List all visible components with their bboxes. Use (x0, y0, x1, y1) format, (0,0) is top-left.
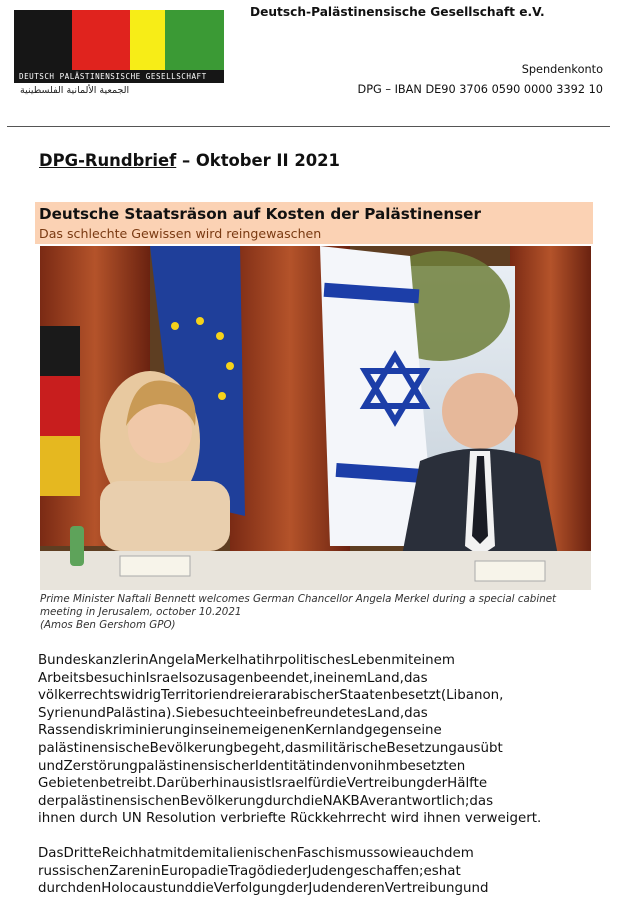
text-line (38, 687, 591, 705)
word: der (285, 863, 308, 879)
word: Tragödie (228, 863, 286, 879)
word: und (80, 705, 106, 721)
caption-line: Prime Minister Naftali Bennett welcomes German Chancellor Angela Merkel during a special cabinet (40, 593, 557, 605)
text-line (38, 758, 591, 776)
word: Kernland (305, 723, 365, 739)
organization-name: Deutsch-Palästinensische Gesellschaft e.V. (250, 5, 545, 19)
word: und (463, 881, 489, 897)
iban-line: DPG – IBAN DE90 3706 0590 0000 3392 10 (357, 83, 603, 96)
word: Vertreibung (346, 776, 425, 792)
word: betreibt. (99, 776, 157, 792)
article-headline: Deutsche Staatsräson auf Kosten der Palästinenser (39, 205, 481, 223)
word: das (469, 793, 494, 809)
flag-stripe-red (72, 10, 130, 70)
word: besetzt (391, 688, 441, 704)
text-line: ihnen durch UN Resolution verbriefte Rückkehrrecht wird ihnen verweigert. (38, 811, 542, 827)
word: auch (411, 845, 445, 861)
article-body (38, 652, 591, 910)
word: Verfolgung (213, 881, 287, 897)
word: deren (346, 881, 385, 897)
word: Sie (175, 705, 197, 721)
word: Darüber (156, 776, 211, 792)
text-line (38, 740, 591, 758)
word: gegen (364, 723, 407, 739)
word: politisches (279, 653, 351, 668)
word: und (167, 881, 194, 897)
word: in (311, 758, 324, 774)
word: den (323, 758, 350, 774)
word: die (207, 863, 229, 879)
word: und (38, 758, 64, 774)
word: dem (444, 845, 474, 861)
word: Bundeskanzlerin (38, 653, 149, 668)
word: hat (138, 845, 161, 861)
issue-title (39, 151, 340, 170)
word: in (148, 863, 161, 879)
text-line (38, 705, 591, 723)
word: Angela (148, 653, 196, 668)
word: der (424, 776, 448, 792)
word: Besetzung (386, 740, 457, 756)
word: Juden (308, 881, 347, 897)
word: die (302, 793, 323, 809)
word: Vertreibung (384, 881, 464, 897)
header-divider (7, 126, 610, 127)
word: die (326, 776, 347, 792)
word: Staaten (339, 688, 392, 704)
paragraph (38, 845, 591, 898)
word: den (76, 881, 102, 897)
german-flag-red (40, 376, 80, 436)
word: besetzten (399, 758, 466, 774)
word: ist (255, 776, 272, 792)
word: Israel (271, 776, 308, 792)
word: Zaren (109, 863, 149, 879)
word: russischen (38, 863, 110, 879)
word: militärische (308, 740, 387, 756)
donation-account-label: Spendenkonto (521, 63, 603, 76)
word: (Libanon, (440, 688, 504, 704)
word: in (190, 723, 203, 739)
text-line (38, 845, 591, 863)
word: Faschismus (296, 845, 374, 861)
text-line (38, 652, 591, 670)
word: besuchte (196, 705, 258, 721)
word: Merkel (195, 653, 240, 668)
word: Reich (101, 845, 139, 861)
word: palästinensischer (137, 758, 255, 774)
word: Zerstörung (63, 758, 138, 774)
word: Leben (350, 653, 392, 668)
text-line (38, 722, 591, 740)
german-flag-black (40, 326, 80, 376)
word: mit (160, 845, 183, 861)
word: zu (197, 670, 213, 686)
word: in (133, 670, 146, 686)
logo-band-text: DEUTSCH PALÄSTINENSISCHE GESELLSCHAFT (14, 70, 224, 83)
word: dreier (229, 688, 269, 704)
word: arabischer (268, 688, 340, 704)
word: Syrien (38, 705, 81, 721)
word: mit (391, 653, 414, 668)
logo-arabic-text: الجمعية الألمانية الفلسطينية (20, 85, 130, 96)
word: Identität (254, 758, 312, 774)
word: das (404, 705, 428, 721)
word: das (284, 740, 309, 756)
word: durch (38, 881, 77, 897)
name-card-right (475, 561, 545, 581)
photo-illustration (40, 246, 591, 590)
word: Palästina). (105, 705, 176, 721)
caption-line: meeting in Jerusalem, october 10.2021 (40, 606, 242, 618)
caption-line: (Amos Ben Gershom GPO) (40, 619, 176, 631)
word: der (286, 881, 309, 897)
water-bottle (70, 526, 84, 566)
word: Holocaust (101, 881, 168, 897)
word: die (193, 881, 214, 897)
text-line (38, 793, 591, 811)
word: einem (325, 670, 368, 686)
word: das (403, 670, 428, 686)
flag-stripe-yellow (130, 10, 165, 70)
newsletter-link[interactable]: DPG-Rundbrief (39, 151, 177, 170)
flag-stripe-green (165, 10, 224, 70)
issue-date: – Oktober II 2021 (176, 151, 340, 170)
word: der (38, 793, 61, 809)
word: Juden (307, 863, 346, 879)
word: ihr (261, 653, 280, 668)
word: seine (406, 723, 442, 739)
text-line (38, 863, 591, 881)
word: hinaus (210, 776, 256, 792)
word: beendet, (253, 670, 314, 686)
logo-flag (14, 10, 224, 70)
word: es (423, 863, 439, 879)
word: für (307, 776, 327, 792)
word: so (182, 670, 198, 686)
word: Rassendiskriminierung (38, 723, 191, 739)
word: befreundetes (278, 705, 368, 721)
word: Territorien (161, 688, 230, 704)
photo-caption (40, 593, 600, 632)
person-left-jacket (100, 481, 230, 551)
word: Europa (160, 863, 208, 879)
word: Land, (367, 670, 404, 686)
name-card-left (120, 556, 190, 576)
word: Israel (145, 670, 183, 686)
word: ihm (373, 758, 400, 774)
word: Bevölkerung (180, 793, 265, 809)
word: verantwortlich; (368, 793, 470, 809)
word: Dritte (63, 845, 102, 861)
flag-stripe-black (14, 10, 72, 70)
word: Arbeitsbesuch (38, 670, 134, 686)
word: geschaffen; (345, 863, 424, 879)
german-flag-gold (40, 436, 80, 496)
paragraph (38, 652, 591, 828)
word: ausübt (456, 740, 503, 756)
word: seinem (202, 723, 252, 739)
word: durch (264, 793, 303, 809)
word: Hälfte (447, 776, 488, 792)
word: palästinensische (38, 740, 150, 756)
word: in (313, 670, 326, 686)
text-line (38, 670, 591, 688)
word: hat (438, 863, 461, 879)
word: italienischen (212, 845, 297, 861)
word: begeht, (233, 740, 285, 756)
article-header-box (35, 202, 593, 244)
word: Bevölkerung (149, 740, 234, 756)
text-line (38, 775, 591, 793)
word: hat (239, 653, 262, 668)
word: sagen (212, 670, 254, 686)
article-subheadline: Das schlechte Gewissen wird reingewaschen (39, 226, 322, 241)
dpg-logo (14, 10, 224, 96)
word: dem (182, 845, 213, 861)
word: Das (38, 845, 64, 861)
word: ein (257, 705, 279, 721)
person-right-face (442, 373, 518, 449)
word: völkerrechtswidrig (38, 688, 162, 704)
article-photo (40, 246, 591, 590)
word: sowie (373, 845, 412, 861)
word: Land, (367, 705, 405, 721)
word: eigenen (251, 723, 306, 739)
word: von (349, 758, 374, 774)
word: Gebieten (38, 776, 100, 792)
word: NAKBA (322, 793, 369, 809)
word: palästinensischen (60, 793, 181, 809)
text-line (38, 880, 591, 898)
word: einem (413, 653, 455, 668)
